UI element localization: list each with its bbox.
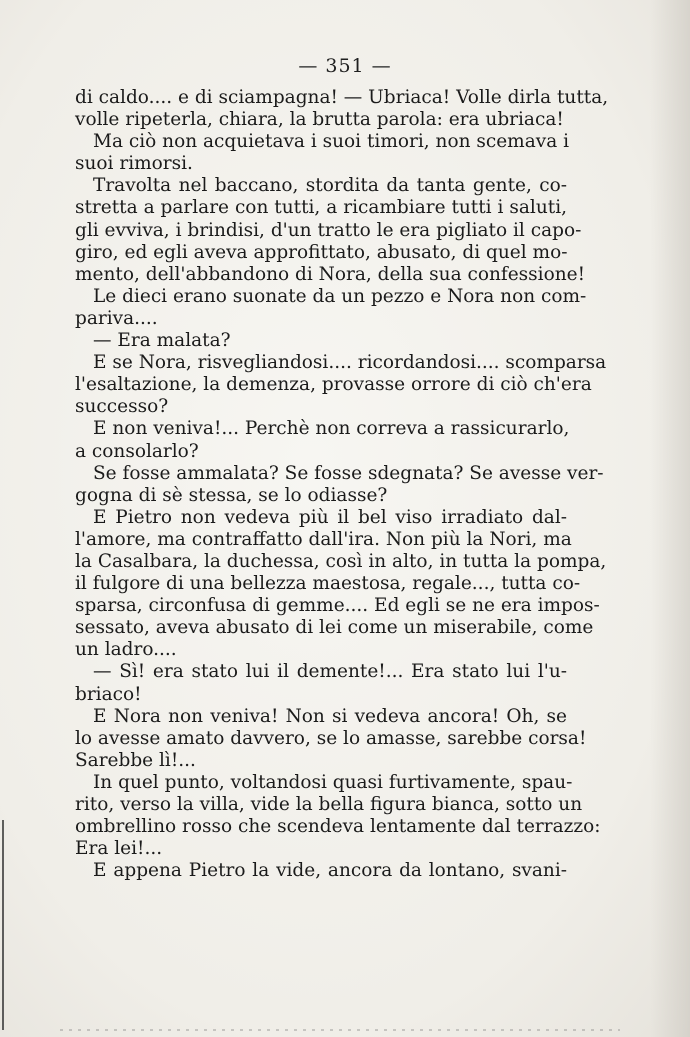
text-line: E non veniva!... Perchè non correva a rassicurarlo,: [93, 418, 570, 440]
text-line: a consolarlo?: [75, 440, 199, 462]
page-edge-shadow: [650, 0, 690, 1037]
text-line: E se Nora, risvegliandosi.... ricordandosi.... scomparsa: [93, 352, 607, 374]
text-line: di caldo.... e di sciampagna! — Ubriaca! Volle dirla tutta,: [75, 87, 609, 108]
text-line: volle ripeterla, chiara, la brutta parola: era ubriaca!: [75, 109, 564, 131]
text-line: Sarebbe lì!...: [75, 749, 196, 771]
text-line: Ma ciò non acquietava i suoi timori, non scemava i: [93, 131, 570, 153]
text-line: la Casalbara, la duchessa, così in alto, in tutta la pompa,: [75, 550, 607, 572]
text-line: sparsa, circonfusa di gemme.... Ed egli se ne era impos-: [75, 595, 600, 617]
text-line: l'amore, ma contraffatto dall'ira. Non più la Nori, ma: [75, 528, 572, 550]
text-line: Era lei!...: [75, 838, 163, 860]
text-line: successo?: [75, 396, 169, 418]
text-line: gogna di sè stessa, se lo odiasse?: [75, 484, 388, 506]
text-line: Le dieci erano suonate da un pezzo e Nora non com-: [93, 285, 587, 307]
text-line: l'esaltazione, la demenza, provasse orrore di ciò ch'era: [75, 374, 592, 396]
text-line: E appena Pietro la vide, ancora da lontano, svani-: [93, 860, 567, 882]
scan-artifact: [60, 1029, 620, 1031]
text-line: il fulgore di una bellezza maestosa, regale..., tutta co-: [75, 573, 581, 595]
page-number: — 351 —: [298, 55, 392, 77]
text-line: E Nora non veniva! Non si vedeva ancora! Oh, se: [93, 705, 567, 727]
text-line: Se fosse ammalata? Se fosse sdegnata? Se avesse ver-: [93, 462, 604, 484]
text-line: pariva....: [75, 307, 158, 329]
text-line: In quel punto, voltandosi quasi furtivamente, spau-: [93, 771, 573, 793]
text-line: rito, verso la villa, vide la bella figura bianca, sotto un: [75, 794, 583, 815]
text-line: gli evviva, i brindisi, d'un tratto le era pigliato il capo-: [75, 219, 582, 241]
text-line: briaco!: [75, 683, 142, 705]
text-line: lo avesse amato davvero, se lo amasse, sarebbe corsa!: [75, 727, 587, 749]
text-line: stretta a parlare con tutti, a ricambiare tutti i saluti,: [75, 197, 567, 219]
text-line: suoi rimorsi.: [75, 153, 193, 175]
text-line: Travolta nel baccano, stordita da tanta gente, co-: [93, 175, 567, 197]
text-line: un ladro....: [75, 639, 177, 661]
text-line: ombrellino rosso che scendeva lentamente dal terrazzo:: [75, 816, 601, 838]
text-line: mento, dell'abbandono di Nora, della sua confessione!: [75, 263, 586, 285]
text-line: — Era malata?: [93, 330, 231, 352]
body-text: [75, 87, 609, 882]
text-line: giro, ed egli aveva approfittato, abusato, di quel mo-: [75, 241, 568, 263]
text-line: E Pietro non vedeva più il bel viso irradiato dal-: [93, 506, 567, 528]
text-line: — Sì! era stato lui il demente!... Era stato lui l'u-: [93, 661, 567, 683]
text-line: sessato, aveva abusato di lei come un miserabile, come: [75, 617, 594, 639]
margin-mark: [2, 820, 4, 1030]
